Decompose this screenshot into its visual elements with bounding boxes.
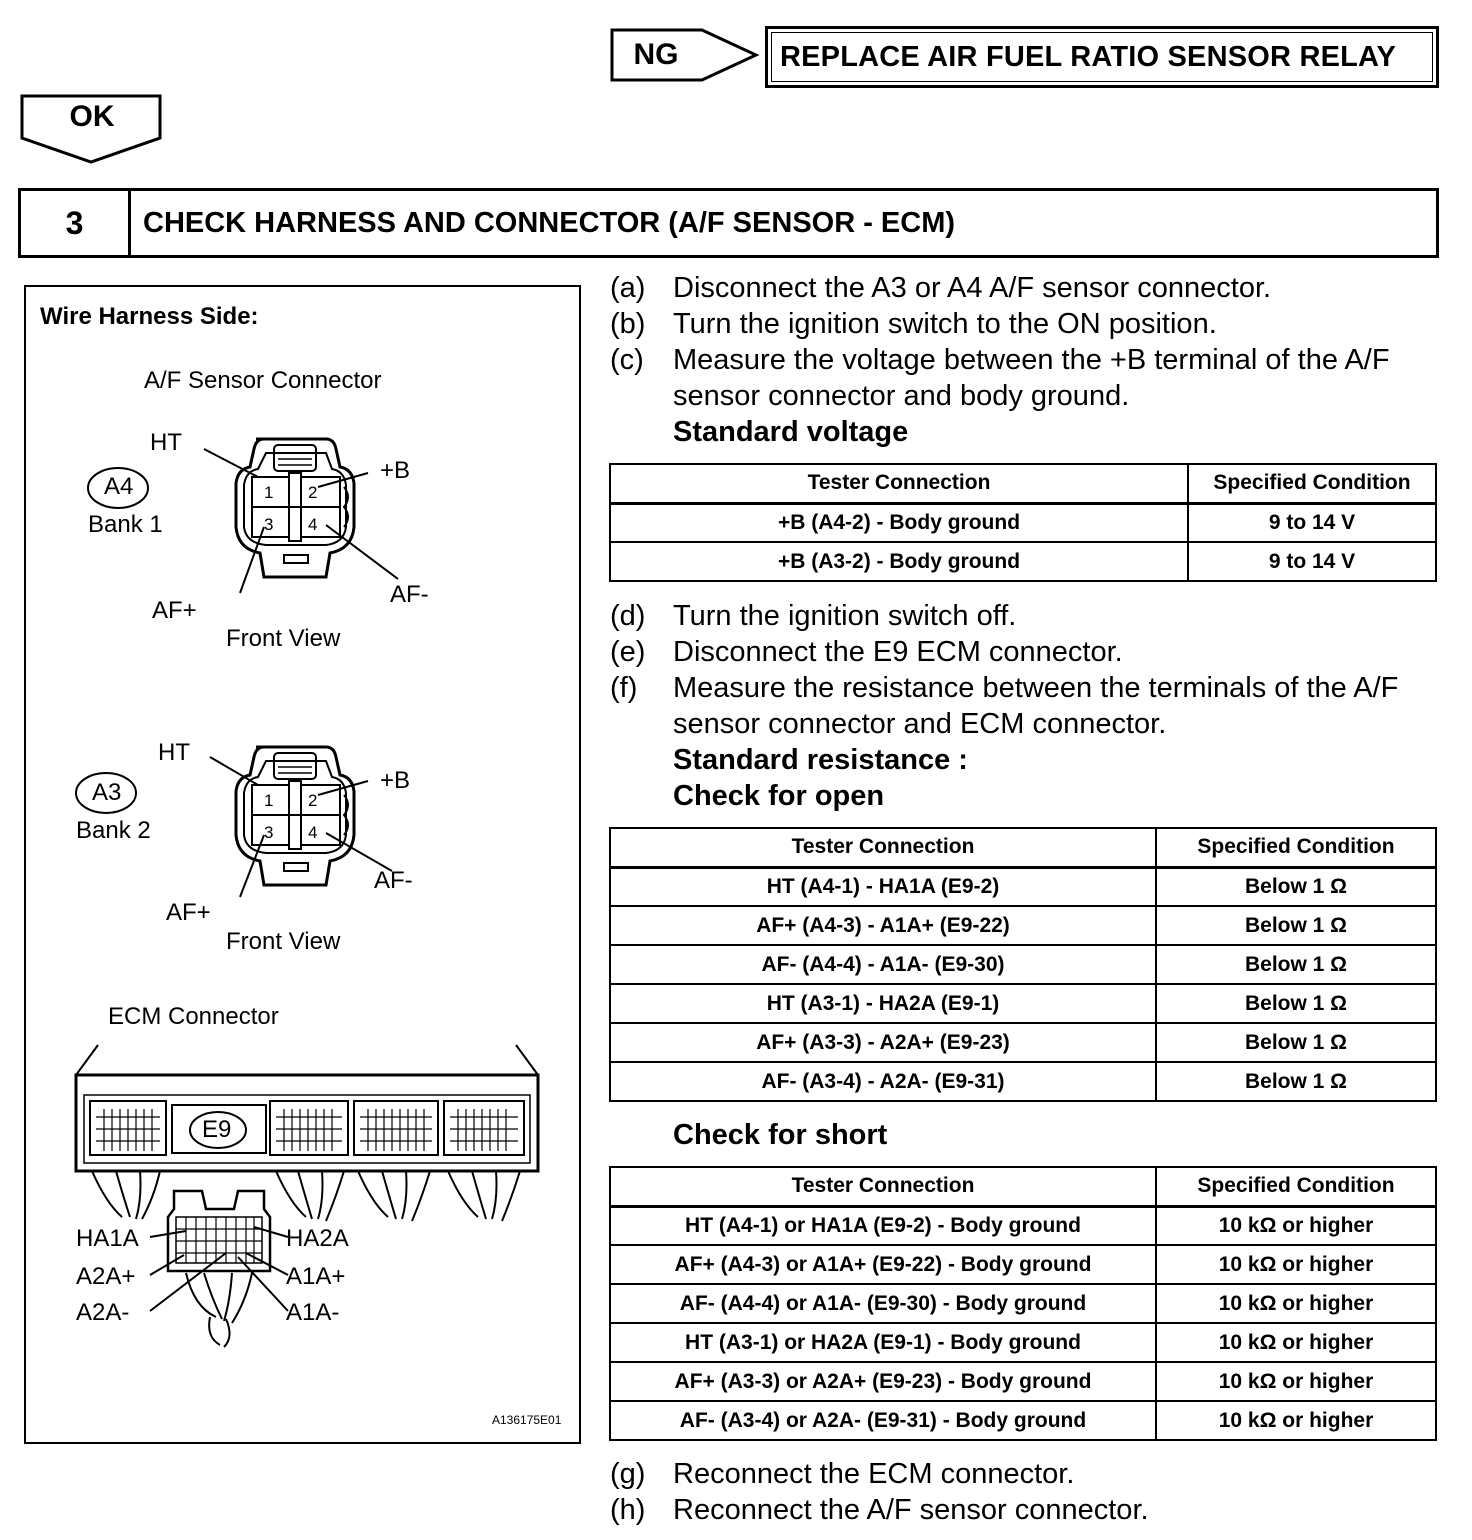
ng-result-box: [765, 26, 1439, 88]
ecm-pin-ha1a: HA1A: [76, 1225, 139, 1252]
step-e-letter: (e): [610, 636, 646, 668]
step-b-letter: (b): [610, 308, 646, 340]
step-f-text: Measure the resistance between the terminals of the A/F sensor connector and ECM connector.: [673, 672, 1399, 740]
table-row: [610, 867, 1436, 906]
short-cell-condition: 10 kΩ or higher: [1156, 1206, 1436, 1245]
table-row: [610, 1023, 1436, 1062]
voltage-header-connection: Tester Connection: [610, 464, 1188, 503]
a3-ht-label: HT: [158, 739, 190, 766]
short-cell-condition: 10 kΩ or higher: [1156, 1323, 1436, 1362]
table-row: [610, 1062, 1436, 1101]
a4-front-view: Front View: [226, 625, 341, 652]
step-b-text: Turn the ignition switch to the ON position.: [673, 308, 1217, 340]
open-cell-connection: HT (A3-1) - HA2A (E9-1): [610, 984, 1156, 1023]
ecm-pin-a2a-minus: A2A-: [76, 1299, 130, 1326]
table-row: [610, 1284, 1436, 1323]
voltage-cell-condition: 9 to 14 V: [1188, 542, 1436, 581]
open-cell-condition: Below 1 Ω: [1156, 984, 1436, 1023]
table-row: [610, 984, 1436, 1023]
image-code: A136175E01: [492, 1413, 562, 1427]
open-header-connection: Tester Connection: [610, 828, 1156, 867]
step-f: [610, 670, 1433, 742]
a4-b-plus-label: +B: [380, 457, 411, 484]
short-cell-connection: AF- (A3-4) or A2A- (E9-31) - Body ground: [610, 1401, 1156, 1440]
a3-pin-1: 1: [264, 791, 274, 810]
a4-pin-4: 4: [308, 515, 318, 534]
a3-pin-4: 4: [308, 823, 318, 842]
open-cell-connection: HT (A4-1) - HA1A (E9-2): [610, 867, 1156, 906]
short-cell-condition: 10 kΩ or higher: [1156, 1284, 1436, 1323]
table-row: [610, 503, 1436, 542]
short-header-connection: Tester Connection: [610, 1167, 1156, 1206]
open-heading: Check for open: [673, 780, 885, 812]
step-g-text: Reconnect the ECM connector.: [673, 1458, 1075, 1490]
wiring-figure: [24, 285, 581, 1444]
step-h: [610, 1492, 1443, 1528]
step-a-letter: (a): [610, 272, 646, 304]
short-cell-connection: AF- (A4-4) or A1A- (E9-30) - Body ground: [610, 1284, 1156, 1323]
ecm-code: E9: [202, 1116, 232, 1143]
ecm-pin-a2a-plus: A2A+: [76, 1263, 136, 1290]
step-c-text: Measure the voltage between the +B terminal of the A/F sensor connector and body ground.: [673, 344, 1390, 412]
voltage-cell-connection: +B (A3-2) - Body ground: [610, 542, 1188, 581]
figure-heading: Wire Harness Side:: [40, 303, 259, 330]
a4-af-plus-label: AF+: [152, 597, 197, 624]
open-cell-condition: Below 1 Ω: [1156, 906, 1436, 945]
ok-label: OK: [69, 100, 115, 133]
step-h-text: Reconnect the A/F sensor connector.: [673, 1494, 1149, 1526]
a4-bank: Bank 1: [88, 511, 163, 538]
a4-pin-3: 3: [264, 515, 274, 534]
step-g-letter: (g): [610, 1458, 646, 1490]
step-title: CHECK HARNESS AND CONNECTOR (A/F SENSOR - ECM): [143, 206, 956, 239]
step-d-letter: (d): [610, 600, 646, 632]
a3-code: A3: [92, 779, 122, 806]
step-number: 3: [21, 191, 131, 255]
step-g: [610, 1456, 1443, 1492]
table-row: [610, 542, 1436, 581]
step-d: [610, 598, 1443, 634]
short-cell-connection: HT (A4-1) or HA1A (E9-2) - Body ground: [610, 1206, 1156, 1245]
ok-marker: [20, 94, 164, 166]
open-cell-connection: AF- (A3-4) - A2A- (E9-31): [610, 1062, 1156, 1101]
open-cell-connection: AF- (A4-4) - A1A- (E9-30): [610, 945, 1156, 984]
open-cell-condition: Below 1 Ω: [1156, 867, 1436, 906]
short-cell-connection: AF+ (A3-3) or A2A+ (E9-23) - Body ground: [610, 1362, 1156, 1401]
a3-bank: Bank 2: [76, 817, 151, 844]
short-cell-connection: HT (A3-1) or HA2A (E9-1) - Body ground: [610, 1323, 1156, 1362]
table-row: [610, 1245, 1436, 1284]
a4-af-minus-label: AF-: [390, 581, 429, 608]
short-cell-condition: 10 kΩ or higher: [1156, 1245, 1436, 1284]
a3-pin-3: 3: [264, 823, 274, 842]
a3-af-plus-label: AF+: [166, 899, 211, 926]
step-f-letter: (f): [610, 672, 638, 704]
short-heading: Check for short: [673, 1119, 888, 1151]
open-cell-connection: AF+ (A3-3) - A2A+ (E9-23): [610, 1023, 1156, 1062]
step-b: [610, 306, 1443, 342]
step-a: [610, 270, 1443, 306]
table-row: [610, 1362, 1436, 1401]
voltage-cell-connection: +B (A4-2) - Body ground: [610, 503, 1188, 542]
step-d-text: Turn the ignition switch off.: [673, 600, 1017, 632]
step-header: [18, 188, 1439, 258]
open-table: [609, 827, 1437, 1102]
a3-pin-2: 2: [308, 791, 318, 810]
step-a-text: Disconnect the A3 or A4 A/F sensor connector.: [673, 272, 1272, 304]
ng-marker: [610, 28, 758, 82]
step-h-letter: (h): [610, 1494, 646, 1526]
a4-pin-1: 1: [264, 483, 274, 502]
af-connector-title: A/F Sensor Connector: [144, 367, 382, 394]
open-cell-condition: Below 1 Ω: [1156, 945, 1436, 984]
short-cell-condition: 10 kΩ or higher: [1156, 1401, 1436, 1440]
step-e: [610, 634, 1443, 670]
ecm-title: ECM Connector: [108, 1003, 279, 1030]
voltage-header-condition: Specified Condition: [1188, 464, 1436, 503]
short-cell-connection: AF+ (A4-3) or A1A+ (E9-22) - Body ground: [610, 1245, 1156, 1284]
table-row: [610, 1323, 1436, 1362]
ng-result-text: REPLACE AIR FUEL RATIO SENSOR RELAY: [780, 40, 1397, 73]
ecm-pin-a1a-plus: A1A+: [286, 1263, 346, 1290]
voltage-table: [609, 463, 1437, 582]
table-row: [610, 906, 1436, 945]
step-e-text: Disconnect the E9 ECM connector.: [673, 636, 1123, 668]
ecm-pin-ha2a: HA2A: [286, 1225, 349, 1252]
open-cell-condition: Below 1 Ω: [1156, 1023, 1436, 1062]
ecm-pin-a1a-minus: A1A-: [286, 1299, 340, 1326]
step-c: [610, 342, 1433, 414]
a4-code: A4: [104, 473, 134, 500]
a3-front-view: Front View: [226, 928, 341, 955]
voltage-cell-condition: 9 to 14 V: [1188, 503, 1436, 542]
short-cell-condition: 10 kΩ or higher: [1156, 1362, 1436, 1401]
short-header-condition: Specified Condition: [1156, 1167, 1436, 1206]
open-cell-condition: Below 1 Ω: [1156, 1062, 1436, 1101]
a3-b-plus-label: +B: [380, 767, 411, 794]
table-row: [610, 1401, 1436, 1440]
table-row: [610, 1206, 1436, 1245]
resistance-heading: Standard resistance :: [673, 744, 968, 776]
voltage-heading: Standard voltage: [673, 416, 909, 448]
ng-label: NG: [633, 38, 679, 71]
a3-af-minus-label: AF-: [374, 867, 413, 894]
a4-pin-2: 2: [308, 483, 318, 502]
open-cell-connection: AF+ (A4-3) - A1A+ (E9-22): [610, 906, 1156, 945]
short-table: [609, 1166, 1437, 1441]
step-c-letter: (c): [610, 344, 644, 376]
a4-ht-label: HT: [150, 429, 182, 456]
table-row: [610, 945, 1436, 984]
open-header-condition: Specified Condition: [1156, 828, 1436, 867]
